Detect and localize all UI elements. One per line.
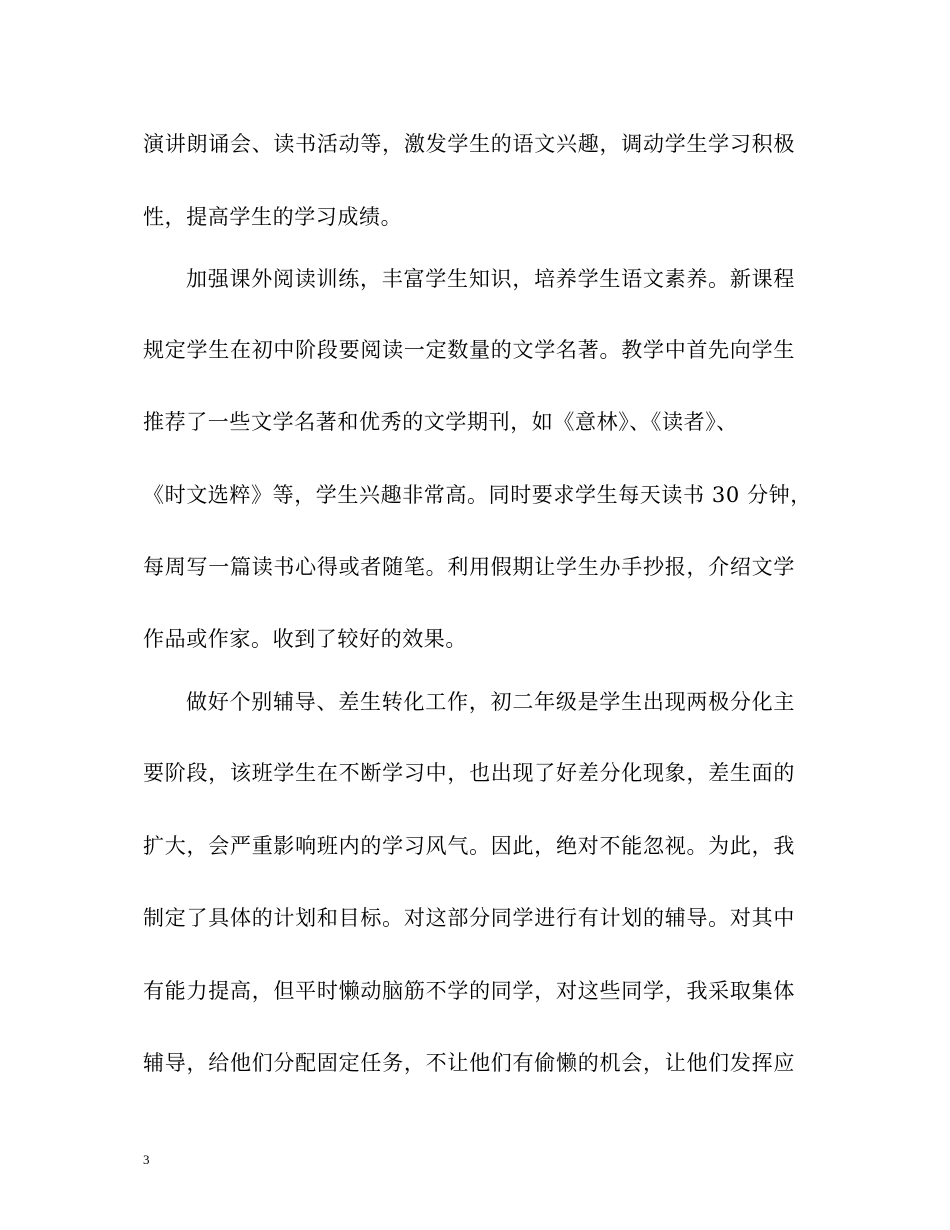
text-line-3: 加强课外阅读训练，丰富学生知识，培养学生语文素养。新课程: [186, 267, 795, 291]
text-line-7: 每周写一篇读书心得或者随笔。利用假期让学生办手抄报，介绍文学: [143, 555, 795, 579]
text-line-13: 有能力提高，但平时懒动脑筋不学的同学，对这些同学，我采取集体: [143, 979, 795, 1003]
text-line-9: 做好个别辅导、差生转化工作，初二年级是学生出现两极分化主: [186, 690, 795, 714]
text-line-10: 要阶段，该班学生在不断学习中，也出现了好差分化现象，差生面的: [143, 761, 795, 785]
text-line-4: 规定学生在初中阶段要阅读一定数量的文学名著。教学中首先向学生: [143, 338, 795, 362]
text-line-12: 制定了具体的计划和目标。对这部分同学进行有计划的辅导。对其中: [143, 906, 795, 930]
text-line-11: 扩大，会严重影响班内的学习风气。因此，绝对不能忽视。为此，我: [143, 834, 795, 858]
text-line-1: 演讲朗诵会、读书活动等，激发学生的语文兴趣，调动学生学习积极: [143, 132, 795, 156]
text-line-6: 《时文选粹》等，学生兴趣非常高。同时要求学生每天读书 30 分钟，: [143, 483, 812, 507]
page-number: 3: [143, 1152, 150, 1167]
text-line-14: 辅导，给他们分配固定任务，不让他们有偷懒的机会，让他们发挥应: [143, 1051, 795, 1075]
text-line-5: 推荐了一些文学名著和优秀的文学期刊，如《意林》、《读者》、: [143, 410, 738, 434]
text-line-8: 作品或作家。收到了较好的效果。: [143, 627, 467, 651]
text-line-2: 性，提高学生的学习成绩。: [143, 205, 403, 229]
